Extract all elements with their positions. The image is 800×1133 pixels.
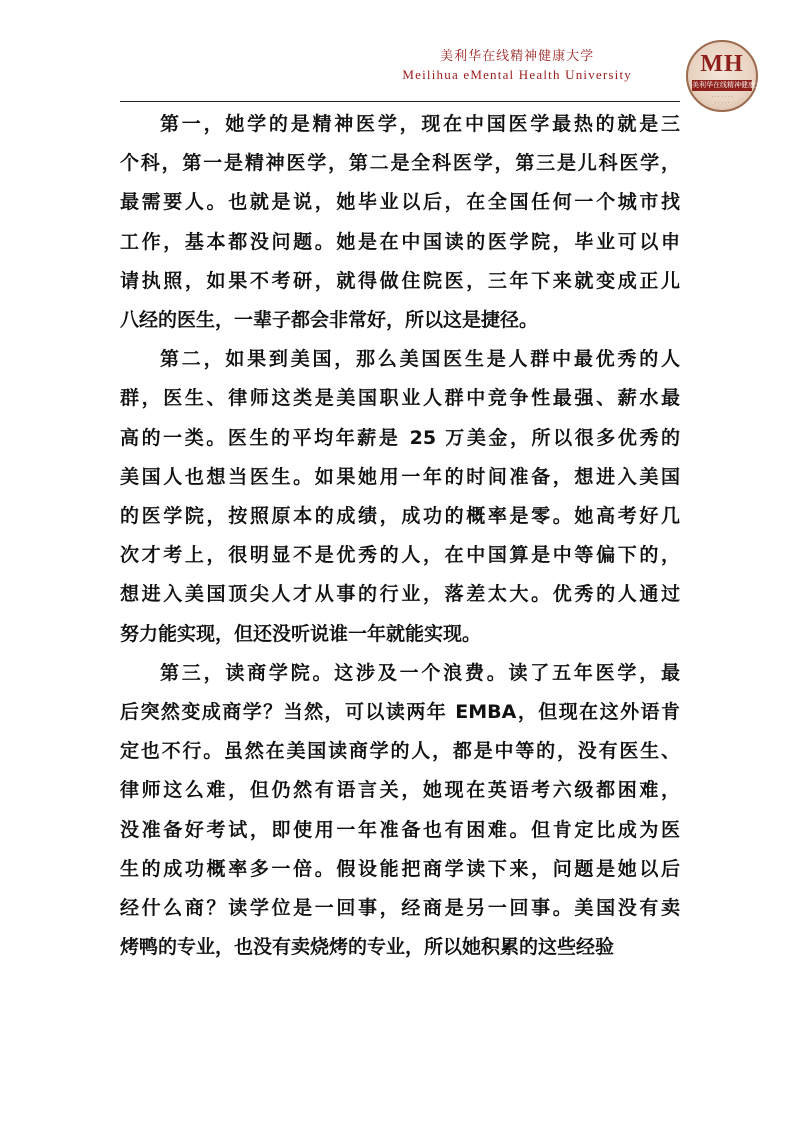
institution-name-en: Meilihua eMental Health University [402, 67, 632, 82]
text-line: 烤鸭的专业，也没有卖烧烤的专业，所以她积累的这些经验 [120, 936, 615, 959]
paragraph [120, 105, 680, 340]
text-line: 生的成功概率多一倍。假设能把商学读下来，问题是她以后 [120, 857, 680, 880]
text-line: 次才考上，很明显不是优秀的人，在中国算是中等偏下的， [120, 544, 680, 567]
text-line: 群，医生、律师这类是美国职业人群中竞争性最强、薪水最 [120, 387, 680, 410]
text-line: 努力能实现，但还没听说谁一年就能实现。 [120, 622, 482, 645]
logo-sub-decoration: · · · · · · · · · · · · [711, 94, 733, 106]
text-line: 的医学院，按照原本的成绩，成功的概率是零。她高考好几 [120, 505, 680, 528]
text-line: 想进入美国顶尖人才从事的行业，落差太大。优秀的人通过 [120, 583, 680, 606]
text-line: 美国人也想当医生。如果她用一年的时间准备，想进入美国 [120, 465, 680, 488]
text-line: 第一，她学的是精神医学，现在中国医学最热的就是三 [160, 113, 680, 135]
text-line: 第二，如果到美国，那么美国医生是人群中最优秀的人 [160, 348, 680, 371]
body-text [120, 105, 680, 967]
page-header [402, 48, 632, 84]
text-line: 律师这么难，但仍然有语言关，她现在英语考六级都困难， [120, 779, 680, 802]
paragraph [120, 340, 680, 654]
text-line: 没准备好考试，即使用一年准备也有困难。但肯定比成为医 [120, 818, 680, 841]
header-divider [120, 101, 680, 102]
text-line: 第三，读商学院。这涉及一个浪费。读了五年医学，最 [160, 661, 680, 684]
text-line: 定也不行。虽然在美国读商学的人，都是中等的，没有医生、 [120, 740, 680, 763]
text-line: 八经的医生，一辈子都会非常好，所以这是捷径。 [120, 309, 539, 332]
text-line: 个科，第一是精神医学，第二是全科医学，第三是儿科医学， [120, 152, 680, 175]
text-line: 最需要人。也就是说，她毕业以后，在全国任何一个城市找 [120, 191, 680, 214]
university-logo [686, 40, 769, 112]
text-line: 请执照，如果不考研，就得做住院医，三年下来就变成正儿 [120, 269, 680, 292]
logo-band-text: 美利华在线精神健康大学 [692, 81, 769, 89]
text-line: 后突然变成商学？当然，可以读两年 EMBA，但现在这外语肯 [120, 701, 680, 724]
text-line: 经什么商？读学位是一回事，经商是另一回事。美国没有卖 [120, 897, 680, 920]
text-line: 高的一类。医生的平均年薪是 25 万美金，所以很多优秀的 [120, 426, 680, 449]
paragraph [120, 654, 680, 968]
logo-monogram: MH [700, 51, 744, 77]
institution-name-cn: 美利华在线精神健康大学 [440, 49, 595, 64]
text-line: 工作，基本都没问题。她是在中国读的医学院，毕业可以申 [120, 230, 680, 253]
